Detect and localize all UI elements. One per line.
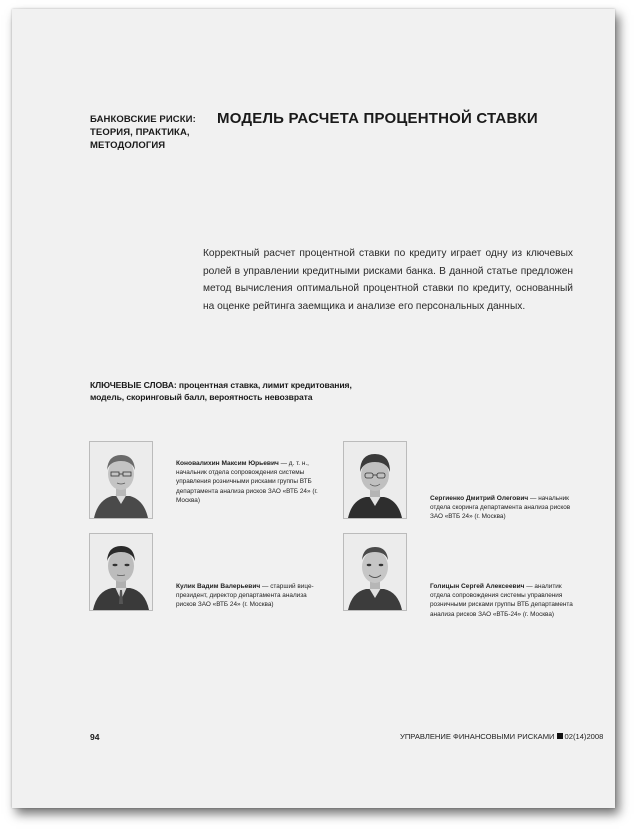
journal-page [12,9,615,808]
keywords-label: КЛЮЧЕВЫЕ СЛОВА: [90,380,177,390]
author-description: — старший вице-президент, директор департамента анализа рисков ЗАО «ВТБ 24» (г. Москва) [176,583,314,609]
author-photo [343,441,407,519]
section-heading [90,113,200,152]
author-name: Голицын Сергей Алексеевич [430,583,525,590]
article-abstract: Корректный расчет процентной ставки по кредиту играет одну из ключевых ролей в управлении кредитными рисками банка. В данной статье предложен метод вычисления оптимальной процентной ставки по кредиту, основанный на оценке рейтинга заемщика и анализе его персональных данных. [203,248,573,312]
author-portrait [344,442,406,518]
author-bio [430,494,576,522]
page-number: 94 [90,732,100,742]
author-name: Кулик Вадим Валерьевич [176,583,261,590]
author-portrait [90,442,152,518]
author-photo [89,441,153,519]
author-bio [430,582,576,619]
section-heading-line: МЕТОДОЛОГИЯ [90,140,166,151]
section-heading-line: ТЕОРИЯ, ПРАКТИКА, [90,127,190,138]
section-heading-line: БАНКОВСКИЕ РИСКИ: [90,114,196,125]
author-name: Сергиенко Дмитрий Олегович [430,495,529,502]
author-portrait [90,534,152,610]
journal-footer [400,732,603,741]
article-title: МОДЕЛЬ РАСЧЕТА ПРОЦЕНТНОЙ СТАВКИ [217,110,538,127]
journal-name: УПРАВЛЕНИЕ ФИНАНСОВЫМИ РИСКАМИ [400,732,555,741]
author-photo [343,533,407,611]
square-separator-icon [557,733,563,739]
author-bio [176,459,322,505]
journal-issue: 02(14)2008 [564,732,604,741]
author-description: — аналитик отдела сопровождения системы управления розничными рисками группы ВТБ департамента анализа рисков ЗАО «ВТБ-24» (г. Москва) [430,583,573,618]
author-bio [176,582,322,610]
author-description: — начальник отдела скоринга департамента анализа рисков ЗАО «ВТБ 24» (г. Москва) [430,495,571,521]
author-description: — д. т. н., начальник отдела сопровождения системы управления розничными рисками группы ВТБ департамента анализа рисков ЗАО «ВТБ 24» (г. Москва) [176,460,318,504]
keywords [90,379,370,403]
keywords-text: процентная ставка, лимит кредитования, модель, скоринговый балл, вероятность невозврата [90,380,352,402]
author-photo [89,533,153,611]
author-portrait [344,534,406,610]
author-name: Коновалихин Максим Юрьевич [176,460,279,467]
